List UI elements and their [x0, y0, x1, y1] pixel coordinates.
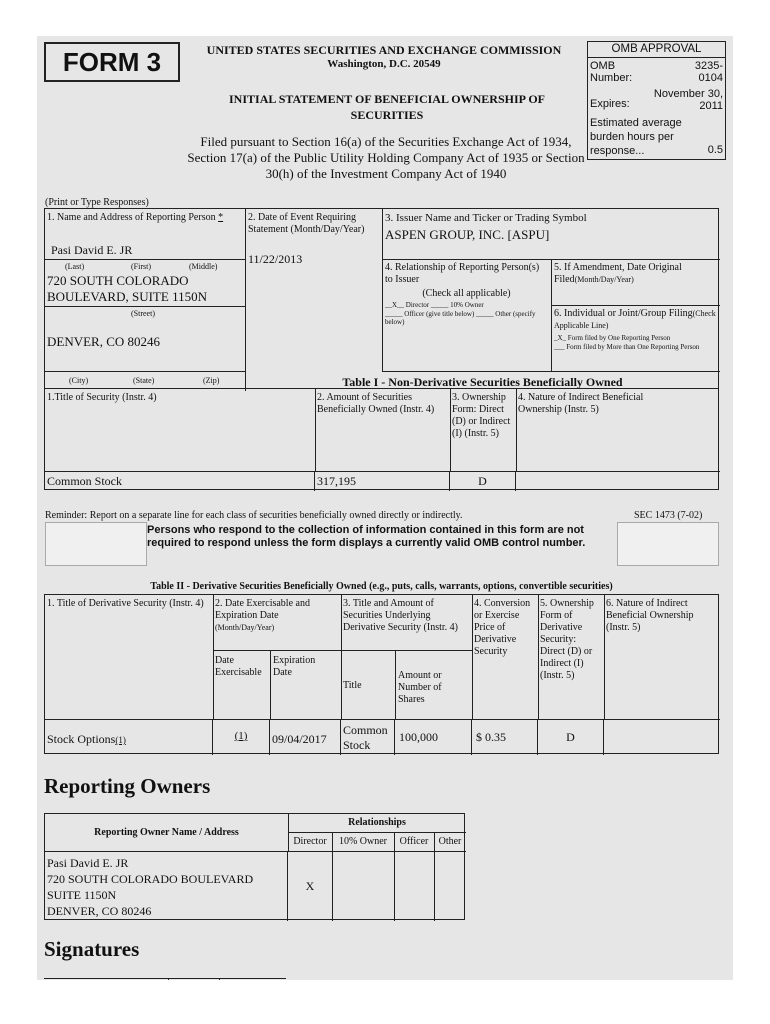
t2-title-footnote-link[interactable]: (1) [115, 735, 126, 745]
state-label: (State) [133, 376, 155, 385]
city-label: (City) [69, 376, 89, 385]
box6-line1: _X_ Form filed by One Reporting Person [554, 334, 671, 342]
signature-table-top [44, 978, 286, 979]
box1-reporting-person [45, 209, 246, 371]
omb-number-value: 3235-0104 [694, 60, 723, 84]
table-row [45, 719, 720, 755]
t2-nature [604, 720, 720, 755]
sec-number: SEC 1473 (7-02) [634, 510, 703, 521]
box1-label: 1. Name and Address of Reporting Person * [47, 212, 224, 223]
notice-right-box [617, 522, 719, 566]
form-title: FORM 3 [44, 42, 180, 82]
relationships-header: Relationships [288, 814, 466, 833]
print-note: (Print or Type Responses) [45, 197, 149, 208]
middle-label: (Middle) [189, 262, 218, 271]
t2-amount-header: Amount or Number of Shares [398, 670, 442, 705]
last-label: (Last) [65, 262, 85, 271]
issuer-name: ASPEN GROUP, INC. [ASPU] [385, 227, 550, 242]
t2-underlying-amount: 100,000 [395, 720, 472, 755]
t1-col1-header: 1.Title of Security (Instr. 4) [45, 389, 316, 471]
t2-col6-header: 6. Nature of Indirect Beneficial Ownership (Instr. 5) [606, 598, 694, 633]
t2-ownership-form: D [538, 720, 604, 755]
owner-director-mark: X [288, 852, 333, 921]
t2-col5-header: 5. Ownership Form of Derivative Security: Direct (D) or Indirect (I) (Instr. 5) [538, 595, 605, 719]
address-line2: BOULEVARD, SUITE 1150N [47, 289, 207, 304]
omb-burden-label: Estimated average burden hours per response... [590, 117, 682, 157]
box6-label: 6. Individual or Joint/Group Filing(Check Applicable Line) [554, 308, 716, 330]
t2-underlying-title: Common Stock [341, 720, 395, 755]
signature-divider-2 [219, 978, 220, 980]
address-line1: 720 SOUTH COLORADO [47, 273, 189, 288]
table-row [45, 851, 466, 921]
box3-label: 3. Issuer Name and Ticker or Trading Symbol [385, 212, 587, 224]
first-label: (First) [131, 262, 151, 271]
t2-date-exercisable-header: Date Exercisable [215, 655, 262, 678]
box6-filing [551, 305, 720, 371]
zip-label: (Zip) [203, 376, 220, 385]
t1-col3-header: 3. Ownership Form: Direct (D) or Indirect (I) (Instr. 5) [450, 389, 517, 471]
event-date: 11/22/2013 [248, 252, 303, 266]
box3-issuer [382, 209, 720, 259]
rel-other-header: Other [438, 836, 462, 847]
table2-title: Table II - Derivative Securities Beneficially Owned (e.g., puts, calls, warrants, options, convertible securities) [150, 581, 613, 592]
owner-other-mark [434, 852, 466, 921]
omb-approval-box [587, 41, 726, 160]
commission-name: UNITED STATES SECURITIES AND EXCHANGE COMMISSION [206, 43, 562, 57]
t1-security-title: Common Stock [45, 472, 315, 491]
signatures-heading: Signatures [44, 937, 140, 961]
reporting-owners-table [44, 813, 465, 920]
t2-derivative-title: Stock Options(1) [45, 720, 213, 755]
box5-label: 5. If Amendment, Date Original Filed(Month/Day/Year) [554, 262, 682, 285]
rel-officer-header: Officer [394, 832, 435, 851]
form-page [37, 36, 733, 980]
t1-amount: 317,195 [315, 472, 450, 491]
reminder-text: Reminder: Report on a separate line for each class of securities beneficially owned directly or indirectly. [45, 510, 463, 521]
t2-col4-header: 4. Conversion or Exercise Price of Derivative Security [472, 595, 539, 719]
box4-check-note: (Check all applicable) [422, 288, 511, 299]
box4-line2: _____ Officer (give title below) _____ Other (specify below) [385, 310, 536, 326]
box4-line1: __X__ Director _____ 10% Owner [385, 301, 484, 309]
reporting-owners-heading: Reporting Owners [44, 774, 211, 798]
street-label: (Street) [131, 309, 155, 318]
omb-title: OMB APPROVAL [588, 42, 725, 58]
omb-burden-value: 0.5 [707, 144, 723, 156]
t1-col4-header: 4. Nature of Indirect Beneficial Ownership (Instr. 5) [518, 392, 644, 415]
t2-expiration-date: 09/04/2017 [270, 720, 341, 755]
reporting-person-name: Pasi David E. JR [51, 243, 133, 257]
t2-expiration-header: Expiration Date [273, 655, 316, 678]
notice-left-box [45, 522, 147, 566]
t2-col3-header: 3. Title and Amount of Securities Underlying Derivative Security (Instr. 4) Title Amount or Number of Shares [341, 595, 473, 719]
t2-col1-header: 1. Title of Derivative Security (Instr. 4) [45, 595, 214, 719]
box4-relationship [382, 259, 552, 371]
box6-line2: ___ Form filed by More than One Reporting Person [554, 343, 700, 351]
omb-expires-value: November 30, 2011 [653, 88, 723, 112]
box5-amendment [551, 259, 720, 305]
t2-exercise-price: $ 0.35 [472, 720, 538, 755]
t2-title-header: Title [343, 680, 362, 691]
table1-title: Table I - Non-Derivative Securities Beneficially Owned [342, 375, 623, 389]
omb-number-label: OMB Number: [590, 60, 633, 84]
owner-10pct-mark [332, 852, 395, 921]
table-row [45, 471, 720, 491]
t2-date-footnote-link[interactable]: (1) [234, 730, 248, 742]
box2-label: 2. Date of Event Requiring Statement (Month/Day/Year) [248, 212, 365, 235]
omb-notice: Persons who respond to the collection of information contained in this form are not required to respond unless the form displays a currently valid OMB control number. [147, 524, 586, 549]
rel-10pct-header: 10% Owner [332, 832, 395, 851]
box-grid [44, 208, 719, 389]
box2-event-date [245, 209, 383, 371]
table1 [44, 388, 719, 490]
signature-divider [168, 978, 169, 980]
t1-nature [516, 472, 720, 491]
t1-col2-header: 2. Amount of Securities Beneficially Owned (Instr. 4) [315, 389, 451, 471]
filed-pursuant: Filed pursuant to Section 16(a) of the Securities Exchange Act of 1934, Section 17(a) of the Public Utility Holding Company Act of 1935 or Section 30(h) of the Investment Company Act of 1940 [187, 134, 585, 181]
t1-ownership-form: D [450, 472, 516, 491]
table2 [44, 594, 719, 754]
t2-date-exercisable [213, 720, 270, 755]
box4-label: 4. Relationship of Reporting Person(s) to Issuer [385, 262, 540, 285]
commission-location: Washington, D.C. 20549 [327, 58, 441, 70]
omb-expires-label: Expires: [590, 98, 630, 110]
statement-title: INITIAL STATEMENT OF BENEFICIAL OWNERSHIP OF SECURITIES [229, 92, 545, 122]
owner-officer-mark [394, 852, 435, 921]
rel-director-header: Director [288, 832, 333, 851]
owner-name-address: Pasi David E. JR 720 SOUTH COLORADO BOULEVARD SUITE 1150N DENVER, CO 80246 [45, 852, 288, 921]
box1-footnote-link[interactable]: * [218, 212, 224, 223]
owner-name-header: Reporting Owner Name / Address [45, 814, 289, 851]
t2-col2-header: 2. Date Exercisable and Expiration Date (Month/Day/Year) Date Exercisable Expiration Date [213, 595, 342, 719]
city-line: DENVER, CO 80246 [47, 334, 161, 349]
